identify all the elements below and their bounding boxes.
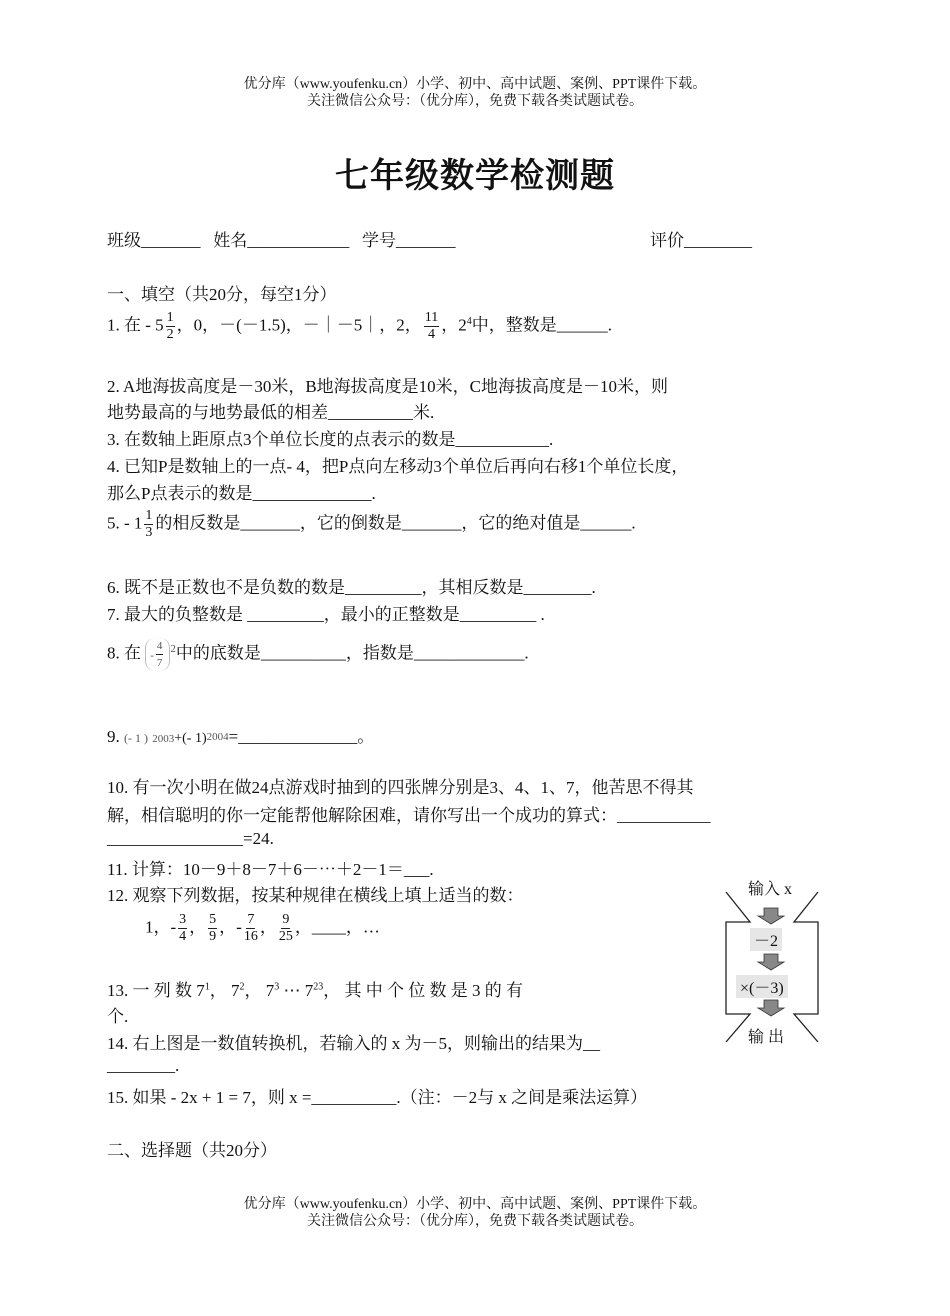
question-10-line-1: 10. 有一次小明在做24点游戏时抽到的四张牌分别是3、4、1、7，他苦思不得其 bbox=[107, 778, 694, 797]
question-14-line-2: ________. bbox=[107, 1056, 180, 1075]
fraction: $\frac{9}{25}$ bbox=[278, 912, 293, 944]
page-title: 七年级数学检测题 bbox=[335, 156, 615, 196]
question-3: 3. 在数轴上距原点3个单位长度的点表示的数是___________. bbox=[107, 430, 554, 449]
question-13: 13. 一 列 数 $7^1$， $7^2$， $7^3$ ⋯ $7^{23}$， 其 中 个 位 数 是 3 的 有 bbox=[107, 981, 523, 1000]
question-1: 1. 在 - 5 $\frac{1}{2}$ ，0，－(－1.5)，－｜－5｜，2， $\frac{11}{4}$ ，$2^4$中，整数是______. bbox=[107, 310, 612, 342]
name-field[interactable]: 姓名____________ bbox=[213, 231, 350, 250]
question-12: 12. 观察下列数据，按某种规律在横线上填上适当的数： bbox=[107, 886, 524, 905]
fraction: $\frac{3}{4}$ bbox=[179, 912, 187, 944]
section-2-heading: 二、选择题（共20分） bbox=[107, 1141, 277, 1160]
student-number-field[interactable]: 学号_______ bbox=[362, 231, 456, 250]
machine-outline bbox=[722, 874, 822, 1046]
arrow-down-icon bbox=[758, 1000, 784, 1016]
question-6: 6. 既不是正数也不是负数的数是_________，其相反数是________. bbox=[107, 578, 596, 597]
question-14-line-1: 14. 右上图是一数值转换机，若输入的 x 为－5，则输出的结果为__ bbox=[107, 1034, 600, 1053]
header-line-1: 优分库（www.youfenku.cn）小学、初中、高中试题、案例、PPT课件下载。 bbox=[243, 77, 707, 92]
info-row bbox=[107, 226, 456, 251]
question-10-line-3: ________________=24. bbox=[107, 829, 274, 848]
question-7: 7. 最大的负整数是 _________，最小的正整数是_________ . bbox=[107, 605, 545, 624]
grade-field[interactable]: 评价________ bbox=[650, 231, 752, 250]
footer-line-2: 关注微信公众号：（优分库），免费下载各类试题试卷。 bbox=[307, 1214, 643, 1229]
question-12-sequence: 1，- $\frac{3}{4}$ ， $\frac{5}{9}$ ，- $\frac{7}{16}$ ， $\frac{9}{25}$ ，____，… bbox=[145, 912, 380, 944]
class-field[interactable]: 班级_______ bbox=[107, 231, 201, 250]
arrow-down-icon bbox=[758, 908, 784, 924]
fraction: $\frac{11}{4}$ bbox=[424, 310, 439, 342]
question-15: 15. 如果 - 2x + 1 = 7，则 x =__________.（注：－2与 x 之间是乘法运算） bbox=[107, 1088, 648, 1107]
machine-output-label: 输 出 bbox=[748, 1029, 785, 1046]
question-2-line-1: 2. A地海拔高度是－30米，B地海拔高度是10米，C地海拔高度是－10米，则 bbox=[107, 377, 669, 396]
question-11: 11. 计算：10－9＋8－7＋6－⋯＋2－1＝___. bbox=[107, 860, 434, 879]
question-8: 8. 在 - $\frac{4}{7}$ $^2$中的底数是__________，指数是_____________. bbox=[107, 640, 529, 669]
question-2-line-2: 地势最高的与地势最低的相差__________米. bbox=[107, 403, 435, 422]
parenthesized-fraction: - $\frac{4}{7}$ bbox=[145, 638, 170, 671]
machine-step-subtract: －2 bbox=[750, 928, 782, 951]
section-1-heading: 一、填空（共20分，每空1分） bbox=[107, 285, 337, 304]
footer-line-1: 优分库（www.youfenku.cn）小学、初中、高中试题、案例、PPT课件下载。 bbox=[243, 1197, 707, 1212]
fraction: $\frac{5}{9}$ bbox=[209, 912, 217, 944]
header-line-2: 关注微信公众号：（优分库），免费下载各类试题试卷。 bbox=[307, 94, 643, 109]
number-conversion-machine bbox=[722, 874, 822, 1046]
fraction: $\frac{1}{2}$ bbox=[166, 310, 174, 342]
question-9: 9. (- 1 ) 2003+(- 1)2004=______________。 bbox=[107, 727, 375, 746]
question-4-line-1: 4. 已知P是数轴上的一点- 4，把P点向左移动3个单位后再向右移1个单位长度， bbox=[107, 457, 689, 476]
fraction: $\frac{1}{3}$ bbox=[145, 508, 153, 540]
question-4-line-2: 那么P点表示的数是______________. bbox=[107, 484, 376, 503]
machine-step-multiply: ×(－3) bbox=[736, 975, 788, 998]
question-5: 5. - 1 $\frac{1}{3}$ 的相反数是_______，它的倒数是_______，它的绝对值是______. bbox=[107, 508, 636, 540]
question-10-line-2: 解，相信聪明的你一定能帮他解除困难，请你写出一个成功的算式：___________ bbox=[107, 806, 711, 825]
arrow-down-icon bbox=[758, 954, 784, 970]
question-13-line-2: 个. bbox=[107, 1007, 129, 1026]
machine-input-label: 输入 x bbox=[748, 881, 793, 898]
fraction: $\frac{7}{16}$ bbox=[243, 912, 258, 944]
